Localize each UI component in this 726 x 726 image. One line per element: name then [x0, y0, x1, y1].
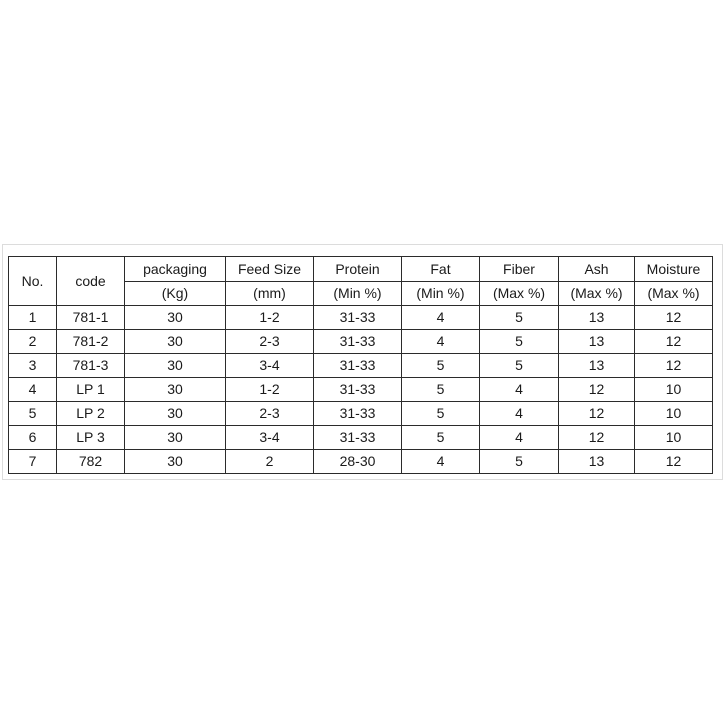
- cell-fiber: 4: [480, 378, 559, 402]
- header-packaging: packaging: [125, 257, 226, 282]
- cell-moisture: 12: [635, 306, 713, 330]
- cell-feed-size: 1-2: [226, 306, 314, 330]
- cell-code: LP 1: [57, 378, 125, 402]
- header-ash: Ash: [559, 257, 635, 282]
- header-fiber: Fiber: [480, 257, 559, 282]
- cell-packaging: 30: [125, 450, 226, 474]
- table-row: [9, 402, 713, 426]
- cell-fat: 4: [402, 330, 480, 354]
- unit-protein: (Min %): [314, 282, 402, 306]
- cell-packaging: 30: [125, 378, 226, 402]
- cell-no: 5: [9, 402, 57, 426]
- cell-feed-size: 1-2: [226, 378, 314, 402]
- header-no: No.: [9, 257, 57, 306]
- cell-code: 781-2: [57, 330, 125, 354]
- cell-feed-size: 3-4: [226, 426, 314, 450]
- cell-protein: 31-33: [314, 402, 402, 426]
- unit-ash: (Max %): [559, 282, 635, 306]
- cell-fat: 5: [402, 426, 480, 450]
- cell-packaging: 30: [125, 426, 226, 450]
- cell-protein: 28-30: [314, 450, 402, 474]
- unit-packaging: (Kg): [125, 282, 226, 306]
- header-code: code: [57, 257, 125, 306]
- cell-packaging: 30: [125, 330, 226, 354]
- cell-moisture: 10: [635, 426, 713, 450]
- cell-fiber: 4: [480, 426, 559, 450]
- cell-packaging: 30: [125, 306, 226, 330]
- cell-no: 1: [9, 306, 57, 330]
- cell-no: 6: [9, 426, 57, 450]
- header-fat: Fat: [402, 257, 480, 282]
- cell-moisture: 12: [635, 354, 713, 378]
- header-moisture: Moisture: [635, 257, 713, 282]
- cell-moisture: 12: [635, 450, 713, 474]
- cell-fat: 5: [402, 354, 480, 378]
- cell-ash: 13: [559, 450, 635, 474]
- table-row: [9, 306, 713, 330]
- cell-no: 7: [9, 450, 57, 474]
- cell-fat: 4: [402, 306, 480, 330]
- cell-fiber: 5: [480, 306, 559, 330]
- header-row-titles: [9, 257, 713, 282]
- cell-no: 3: [9, 354, 57, 378]
- unit-fat: (Min %): [402, 282, 480, 306]
- cell-fiber: 5: [480, 330, 559, 354]
- cell-code: LP 3: [57, 426, 125, 450]
- header-protein: Protein: [314, 257, 402, 282]
- cell-ash: 13: [559, 354, 635, 378]
- cell-fiber: 4: [480, 402, 559, 426]
- cell-protein: 31-33: [314, 306, 402, 330]
- cell-protein: 31-33: [314, 378, 402, 402]
- cell-ash: 12: [559, 378, 635, 402]
- cell-feed-size: 3-4: [226, 354, 314, 378]
- cell-fat: 4: [402, 450, 480, 474]
- cell-fiber: 5: [480, 450, 559, 474]
- cell-moisture: 12: [635, 330, 713, 354]
- unit-fiber: (Max %): [480, 282, 559, 306]
- cell-no: 2: [9, 330, 57, 354]
- cell-moisture: 10: [635, 378, 713, 402]
- feed-spec-table: [8, 256, 713, 474]
- cell-protein: 31-33: [314, 330, 402, 354]
- cell-packaging: 30: [125, 402, 226, 426]
- table-row: [9, 378, 713, 402]
- table-row: [9, 330, 713, 354]
- cell-code: 781-1: [57, 306, 125, 330]
- table-row: [9, 450, 713, 474]
- cell-fat: 5: [402, 378, 480, 402]
- cell-fat: 5: [402, 402, 480, 426]
- cell-packaging: 30: [125, 354, 226, 378]
- cell-protein: 31-33: [314, 426, 402, 450]
- cell-feed-size: 2-3: [226, 330, 314, 354]
- header-feed-size: Feed Size: [226, 257, 314, 282]
- cell-moisture: 10: [635, 402, 713, 426]
- cell-code: LP 2: [57, 402, 125, 426]
- cell-fiber: 5: [480, 354, 559, 378]
- cell-feed-size: 2-3: [226, 402, 314, 426]
- cell-ash: 13: [559, 306, 635, 330]
- cell-protein: 31-33: [314, 354, 402, 378]
- table-row: [9, 354, 713, 378]
- unit-moisture: (Max %): [635, 282, 713, 306]
- cell-no: 4: [9, 378, 57, 402]
- cell-code: 781-3: [57, 354, 125, 378]
- cell-ash: 13: [559, 330, 635, 354]
- cell-ash: 12: [559, 402, 635, 426]
- cell-ash: 12: [559, 426, 635, 450]
- unit-feed-size: (mm): [226, 282, 314, 306]
- cell-feed-size: 2: [226, 450, 314, 474]
- table-row: [9, 426, 713, 450]
- cell-code: 782: [57, 450, 125, 474]
